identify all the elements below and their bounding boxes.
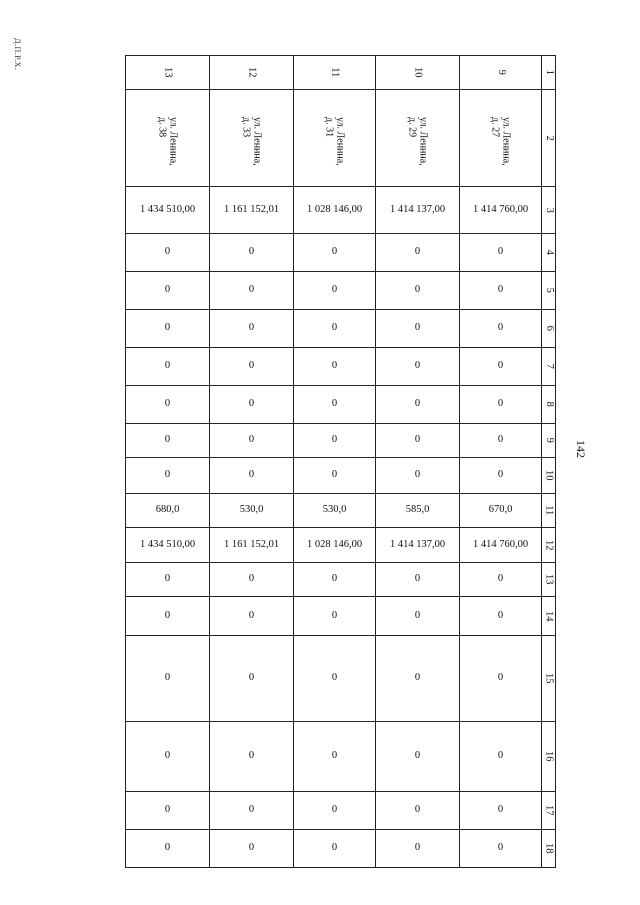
- row-number: [542, 636, 556, 722]
- row-number-label: 14: [543, 610, 555, 622]
- value-cell: 0: [460, 563, 542, 597]
- value-cell: 0: [460, 792, 542, 830]
- row-number: [542, 187, 556, 234]
- value-cell: 0: [376, 563, 460, 597]
- value-cell: 0: [210, 792, 294, 830]
- value-cell: 0: [126, 234, 210, 272]
- value-cell: 0: [210, 348, 294, 386]
- row-number: [542, 458, 556, 494]
- column-index: [126, 56, 210, 90]
- row-number-label: 2: [543, 135, 555, 141]
- value-cell: 0: [294, 458, 376, 494]
- row-number: [542, 722, 556, 792]
- value-cell: 530,0: [294, 494, 376, 528]
- table-row: [126, 310, 556, 348]
- value-cell: 0: [376, 830, 460, 868]
- column-index-label: 11: [329, 67, 341, 78]
- column-index: [210, 56, 294, 90]
- value-cell: 0: [294, 563, 376, 597]
- column-index: [294, 56, 376, 90]
- value-cell: 0: [210, 272, 294, 310]
- value-cell: 0: [460, 636, 542, 722]
- value-cell: 0: [376, 272, 460, 310]
- value-cell: 0: [376, 636, 460, 722]
- value-cell: 0: [126, 830, 210, 868]
- value-cell: 0: [126, 348, 210, 386]
- value-cell: 0: [126, 722, 210, 792]
- value-cell: 0: [376, 458, 460, 494]
- value-cell: 0: [210, 386, 294, 424]
- address-label: ул. Ленина, д. 29: [406, 116, 429, 166]
- value-cell: 0: [376, 597, 460, 636]
- table-row: [126, 348, 556, 386]
- value-cell: 0: [294, 597, 376, 636]
- table-row: [126, 636, 556, 722]
- row-number: [542, 830, 556, 868]
- address-cell: [210, 90, 294, 187]
- data-table: [125, 55, 556, 868]
- column-index-label: 9: [495, 69, 507, 76]
- value-cell: 0: [294, 272, 376, 310]
- table-row: [126, 424, 556, 458]
- value-cell: 0: [210, 597, 294, 636]
- value-cell: 0: [294, 348, 376, 386]
- value-cell: 1 414 137,00: [376, 187, 460, 234]
- address-cell: [126, 90, 210, 187]
- table-row: [126, 830, 556, 868]
- row-number: [542, 234, 556, 272]
- value-cell: 1 414 137,00: [376, 528, 460, 563]
- row-number-label: 3: [543, 207, 555, 213]
- column-index-label: 10: [412, 67, 424, 78]
- value-cell: 0: [126, 424, 210, 458]
- value-cell: 0: [126, 597, 210, 636]
- value-cell: 0: [460, 830, 542, 868]
- value-cell: 0: [210, 424, 294, 458]
- row-number-label: 1: [543, 69, 555, 76]
- value-cell: 0: [294, 386, 376, 424]
- value-cell: 0: [126, 458, 210, 494]
- row-number: [542, 597, 556, 636]
- row-number: [542, 90, 556, 187]
- value-cell: 0: [210, 636, 294, 722]
- value-cell: 0: [460, 722, 542, 792]
- row-number-label: 4: [543, 249, 555, 256]
- row-number-label: 17: [543, 805, 555, 816]
- value-cell: 0: [126, 272, 210, 310]
- value-cell: 0: [294, 636, 376, 722]
- value-cell: 1 028 146,00: [294, 528, 376, 563]
- value-cell: 1 414 760,00: [460, 528, 542, 563]
- value-cell: 1 161 152,01: [210, 528, 294, 563]
- table-row: [126, 90, 556, 187]
- table-row: [126, 597, 556, 636]
- value-cell: 0: [294, 792, 376, 830]
- value-cell: 1 028 146,00: [294, 187, 376, 234]
- row-number: [542, 310, 556, 348]
- value-cell: 0: [376, 234, 460, 272]
- row-number-label: 10: [543, 470, 555, 481]
- value-cell: 585,0: [376, 494, 460, 528]
- row-number-label: 8: [543, 401, 555, 408]
- address-cell: [376, 90, 460, 187]
- value-cell: 0: [460, 234, 542, 272]
- table-row: [126, 56, 556, 90]
- row-number-label: 6: [543, 325, 555, 332]
- value-cell: 0: [376, 348, 460, 386]
- table-row: [126, 722, 556, 792]
- value-cell: 0: [460, 272, 542, 310]
- value-cell: 0: [460, 386, 542, 424]
- address-label: ул. Ленина, д. 38: [156, 116, 179, 166]
- value-cell: 1 434 510,00: [126, 528, 210, 563]
- value-cell: 0: [460, 458, 542, 494]
- table-row: [126, 272, 556, 310]
- value-cell: 0: [376, 424, 460, 458]
- value-cell: 0: [126, 563, 210, 597]
- corner-mark: Д.П.Р.Х.: [13, 38, 22, 71]
- row-number: [542, 424, 556, 458]
- row-number-label: 11: [543, 505, 555, 516]
- address-cell: [460, 90, 542, 187]
- value-cell: 0: [210, 234, 294, 272]
- value-cell: 0: [294, 722, 376, 792]
- address-cell: [294, 90, 376, 187]
- column-index-label: 12: [246, 67, 258, 78]
- column-index: [460, 56, 542, 90]
- value-cell: 680,0: [126, 494, 210, 528]
- value-cell: 0: [126, 792, 210, 830]
- table-row: [126, 528, 556, 563]
- column-index: [376, 56, 460, 90]
- address-label: ул. Ленина, д. 33: [240, 116, 263, 166]
- value-cell: 1 161 152,01: [210, 187, 294, 234]
- value-cell: 530,0: [210, 494, 294, 528]
- row-number-label: 18: [543, 843, 555, 854]
- row-number: [542, 528, 556, 563]
- row-number: [542, 56, 556, 90]
- table-row: [126, 458, 556, 494]
- row-number: [542, 494, 556, 528]
- value-cell: 0: [210, 458, 294, 494]
- value-cell: 1 434 510,00: [126, 187, 210, 234]
- table-row: [126, 792, 556, 830]
- value-cell: 0: [460, 597, 542, 636]
- value-cell: 1 414 760,00: [460, 187, 542, 234]
- value-cell: 0: [376, 792, 460, 830]
- value-cell: 0: [294, 424, 376, 458]
- value-cell: 0: [376, 310, 460, 348]
- value-cell: 0: [460, 424, 542, 458]
- row-number-label: 13: [543, 574, 555, 585]
- value-cell: 0: [294, 830, 376, 868]
- row-number-label: 9: [543, 437, 555, 444]
- value-cell: 0: [210, 310, 294, 348]
- row-number: [542, 386, 556, 424]
- value-cell: 0: [126, 310, 210, 348]
- row-number-label: 15: [543, 673, 555, 684]
- address-label: ул. Ленина, д. 27: [489, 116, 512, 166]
- table-row: [126, 386, 556, 424]
- value-cell: 0: [210, 830, 294, 868]
- table-row: [126, 234, 556, 272]
- value-cell: 0: [376, 386, 460, 424]
- value-cell: 670,0: [460, 494, 542, 528]
- row-number: [542, 272, 556, 310]
- table-row: [126, 187, 556, 234]
- value-cell: 0: [460, 348, 542, 386]
- row-number-label: 12: [543, 539, 555, 551]
- row-number: [542, 792, 556, 830]
- value-cell: 0: [376, 722, 460, 792]
- value-cell: 0: [126, 636, 210, 722]
- table-row: [126, 563, 556, 597]
- column-index-label: 13: [162, 67, 174, 78]
- value-cell: 0: [210, 722, 294, 792]
- row-number: [542, 563, 556, 597]
- row-number-label: 7: [543, 363, 555, 370]
- row-number: [542, 348, 556, 386]
- value-cell: 0: [294, 234, 376, 272]
- table-row: [126, 494, 556, 528]
- row-number-label: 5: [543, 287, 555, 294]
- row-number-label: 16: [543, 751, 555, 762]
- value-cell: 0: [126, 386, 210, 424]
- value-cell: 0: [210, 563, 294, 597]
- address-label: ул. Ленина, д. 31: [323, 116, 346, 166]
- value-cell: 0: [294, 310, 376, 348]
- value-cell: 0: [460, 310, 542, 348]
- page-number: 142: [574, 440, 588, 458]
